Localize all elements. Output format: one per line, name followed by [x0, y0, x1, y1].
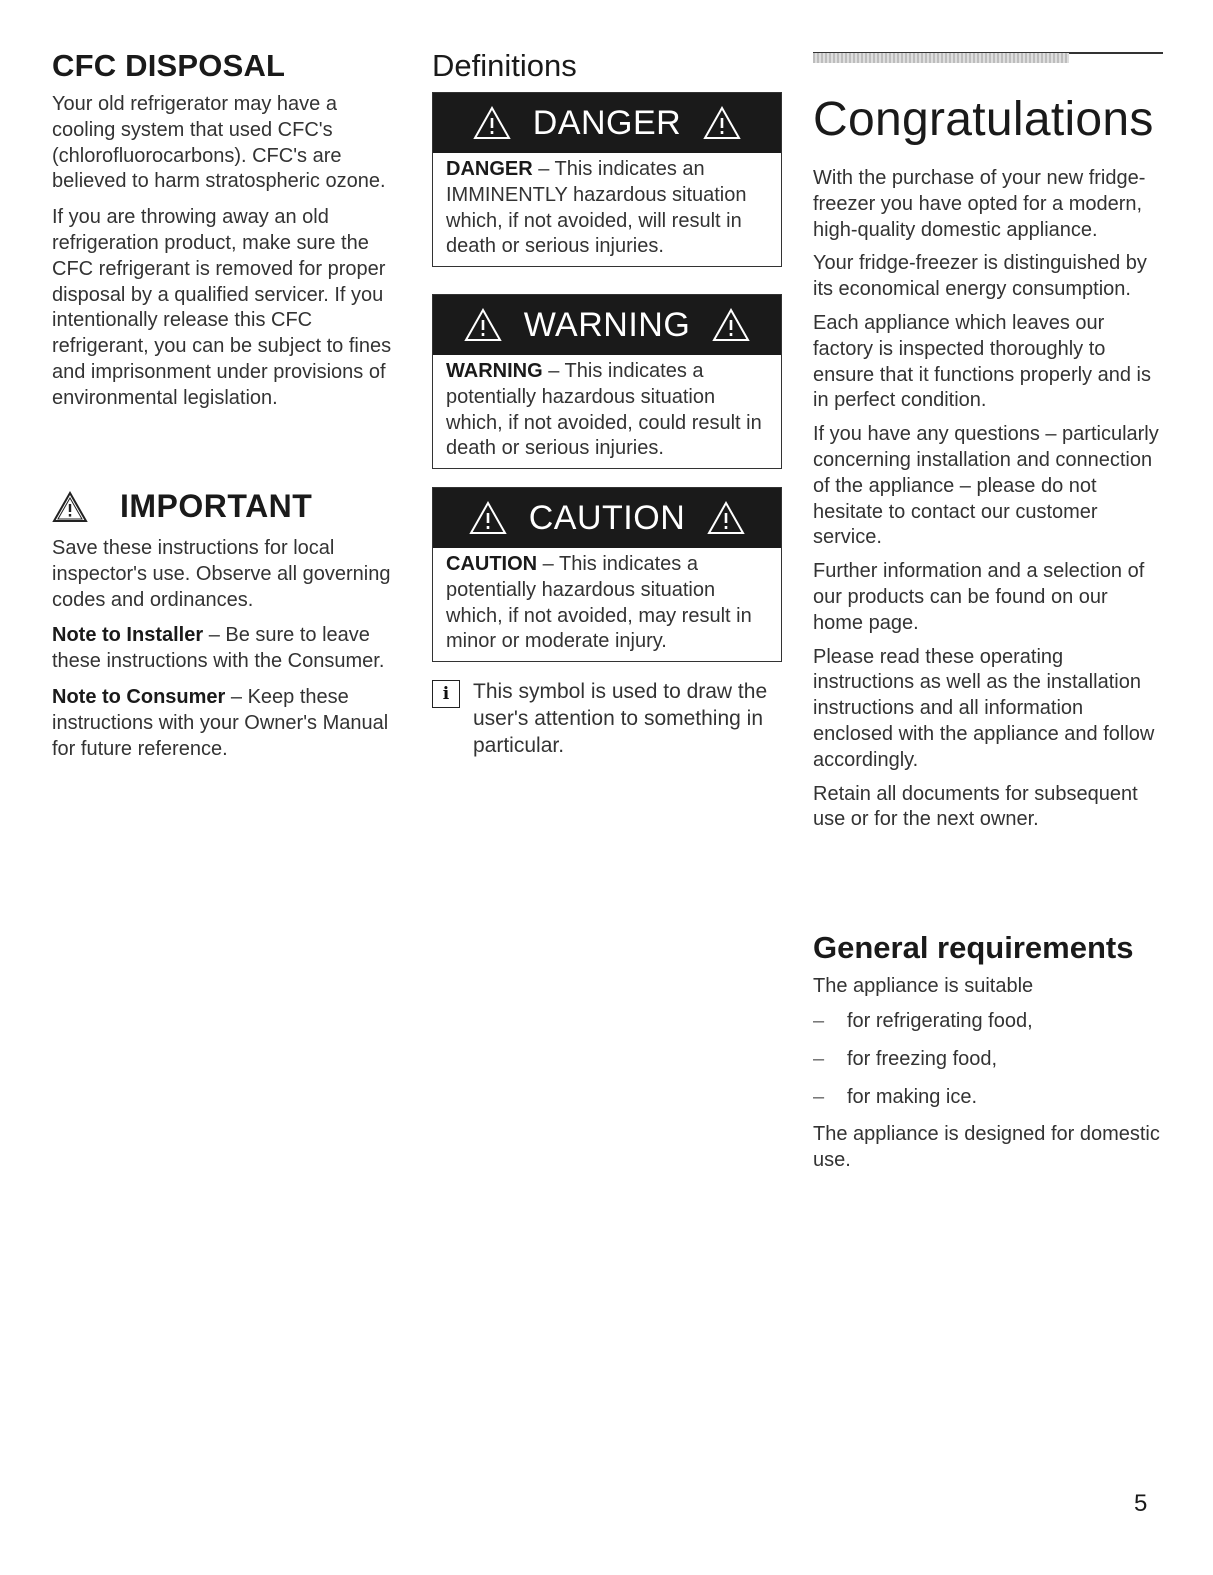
caution-banner-label: CAUTION [528, 498, 686, 537]
general-requirements-heading: General requirements [813, 930, 1134, 965]
definitions-heading: Definitions [432, 48, 577, 83]
important-heading-row [52, 488, 312, 525]
danger-label: DANGER [446, 158, 533, 180]
danger-text: – This indicates an IMMINENTLY hazardous situation which, if not avoided, will result in death or serious injuries. [446, 158, 747, 258]
info-note [432, 678, 773, 759]
general-outro: The appliance is designed for domestic use. [813, 1122, 1160, 1171]
danger-description [433, 153, 781, 266]
note-to-consumer [52, 685, 397, 762]
warning-triangle-icon [464, 308, 502, 342]
general-list [813, 1008, 1163, 1110]
congrats-paragraph-7: Retain all documents for subsequent use or for the next owner. [813, 782, 1138, 831]
congrats-paragraph-4: If you have any questions – particularly concerning installation and connection of the appliance – please do not hesitate to contact our customer service. [813, 423, 1159, 549]
warning-label: WARNING [446, 360, 543, 382]
warning-text: – This indicates a potentially hazardous situation which, if not avoided, could result in death or serious injuries. [446, 360, 762, 460]
list-item: – for freezing food, [813, 1047, 998, 1070]
warning-box [432, 294, 782, 469]
congrats-paragraph-3: Each appliance which leaves our factory is inspected thoroughly to ensure that it functions properly and is in perfect condition. [813, 311, 1151, 412]
info-icon: i [432, 680, 460, 708]
important-section [52, 536, 397, 762]
warning-triangle-icon [712, 308, 750, 342]
caution-description [433, 548, 781, 661]
warning-description [433, 355, 781, 468]
danger-box [432, 92, 782, 267]
congratulations-heading: Congratulations [813, 93, 1154, 146]
danger-banner-label: DANGER [532, 103, 682, 142]
general-requirements-section [813, 974, 1163, 1173]
congrats-paragraph-6: Please read these operating instructions as well as the installation instructions and all information enclosed with the appliance and follow accordingly. [813, 645, 1155, 771]
cfc-disposal-heading: CFC DISPOSAL [52, 48, 286, 83]
caution-banner [433, 488, 781, 548]
congrats-paragraph-5: Further information and a selection of our products can be found on our home page. [813, 560, 1145, 634]
congrats-paragraph-2: Your fridge-freezer is distinguished by its economical energy consumption. [813, 252, 1147, 301]
caution-label: CAUTION [446, 553, 538, 575]
list-item: – for refrigerating food, [813, 1009, 1033, 1032]
top-shaded-bar [813, 53, 1069, 63]
cfc-paragraph-1: Your old refrigerator may have a cooling system that used CFC's (chlorofluorocarbons). CFC's are believed to harm stratospheric ozone. [52, 93, 386, 193]
caution-text: – This indicates a potentially hazardous situation which, if not avoided, may result in minor or moderate injury. [446, 553, 752, 653]
note-to-installer [52, 623, 397, 675]
caution-box [432, 487, 782, 662]
info-note-text: This symbol is used to draw the user's attention to something in particular. [473, 680, 768, 757]
general-intro: The appliance is suitable [813, 975, 1034, 997]
danger-banner [433, 93, 781, 153]
warning-triangle-icon [473, 106, 511, 140]
important-paragraph: Save these instructions for local inspector's use. Observe all governing codes and ordinances. [52, 537, 391, 611]
installer-text: – Be sure to leave these instructions with the Consumer. [52, 624, 385, 673]
cfc-paragraph-2: If you are throwing away an old refrigeration product, make sure the CFC refrigerant is removed for proper disposal by a qualified servicer. If you intentionally release this CFC refrigerant, you can be subject to fines and imprisonment under provisions of environmental legislation. [52, 206, 392, 409]
important-heading: IMPORTANT [120, 488, 313, 524]
warning-triangle-icon [469, 501, 507, 535]
warning-triangle-icon [707, 501, 745, 535]
consumer-text: – Keep these instructions with your Owner's Manual for future reference. [52, 685, 389, 760]
list-item: – for making ice. [813, 1085, 978, 1108]
warning-triangle-icon [703, 106, 741, 140]
warning-triangle-icon [52, 491, 88, 523]
congratulations-section [813, 166, 1163, 841]
congrats-paragraph-1: With the purchase of your new fridge-freezer you have opted for a modern, high-quality domestic appliance. [813, 167, 1146, 241]
warning-banner [433, 295, 781, 355]
warning-banner-label: WARNING [523, 305, 691, 344]
cfc-disposal-section [52, 92, 397, 412]
consumer-label: Note to Consumer [52, 685, 226, 708]
page-number: 5 [1134, 1490, 1148, 1517]
installer-label: Note to Installer [52, 624, 204, 647]
